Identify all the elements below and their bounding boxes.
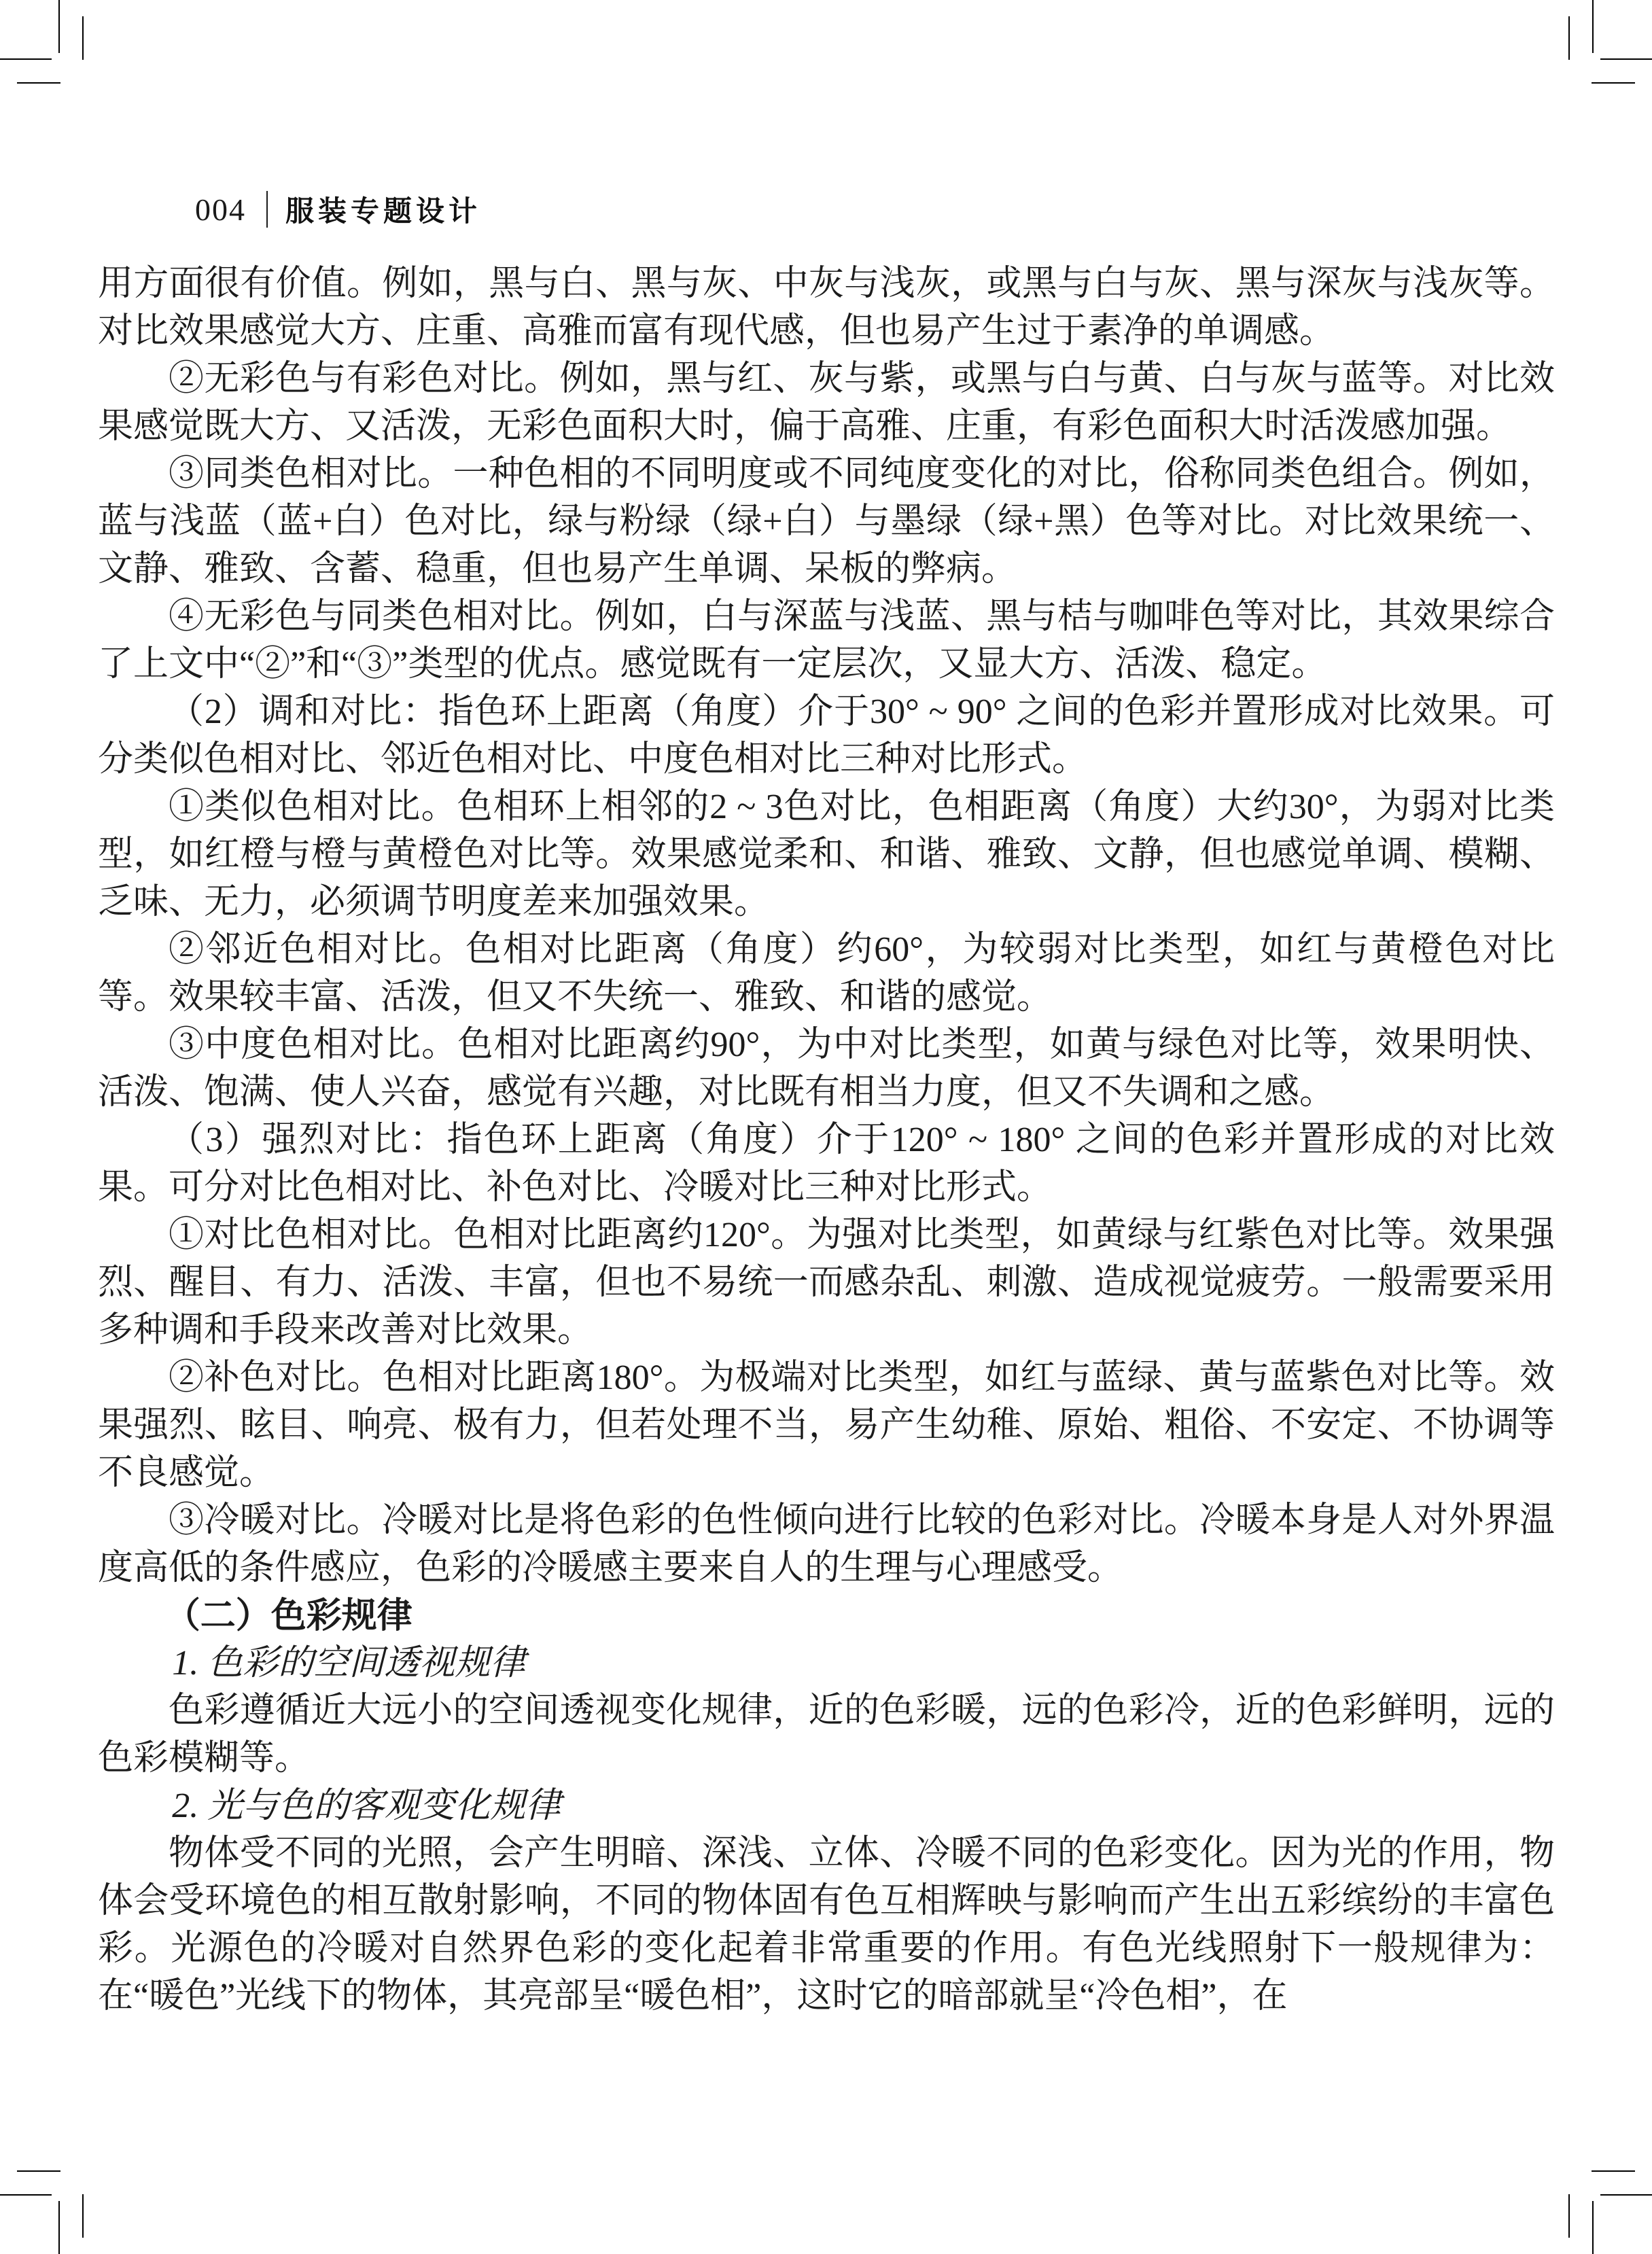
section-heading: （二）色彩规律 (164, 1596, 412, 1636)
page-number: 004 (195, 192, 246, 227)
book-title: 服装专题设计 (285, 195, 482, 227)
paragraph: ①对比色相对比。色相对比距离约120°。为强对比类型，如黄绿与红紫色对比等。效果强烈、醒目、有力、活泼、丰富，但也不易统一而感杂乱、刺激、造成视觉疲劳。一般需要采用多种调和手段来改善对比效果。 (98, 1216, 1555, 1350)
crop-mark (1592, 0, 1594, 53)
paragraph: ②无彩色与有彩色对比。例如，黑与红、灰与紫，或黑与白与黄、白与灰与蓝等。对比效果感觉既大方、又活泼，无彩色面积大时，偏于高雅、庄重，有彩色面积大时活泼感加强。 (98, 359, 1555, 446)
paragraph: ④无彩色与同类色相对比。例如，白与深蓝与浅蓝、黑与桔与咖啡色等对比，其效果综合了上文中“②”和“③”类型的优点。感觉既有一定层次，又显大方、活泼、稳定。 (98, 597, 1555, 684)
crop-mark (17, 82, 60, 84)
paragraph: （2）调和对比：指色环上距离（角度）介于30° ~ 90° 之间的色彩并置形成对比效果。可分类似色相对比、邻近色相对比、中度色相对比三种对比形式。 (98, 692, 1555, 779)
running-header (195, 189, 481, 230)
body-text (98, 260, 1555, 2020)
crop-mark (1592, 2170, 1635, 2172)
crop-mark (1592, 82, 1635, 84)
paragraph: ③中度色相对比。色相对比距离约90°，为中对比类型，如黄与绿色对比等，效果明快、活泼、饱满、使人兴奋，感觉有兴趣，对比既有相当力度，但又不失调和之感。 (98, 1025, 1555, 1112)
paragraph: ②邻近色相对比。色相对比距离（角度）约60°，为较弱对比类型，如红与黄橙色对比等。效果较丰富、活泼，但又不失统一、雅致、和谐的感觉。 (98, 930, 1555, 1017)
crop-mark (1600, 58, 1652, 60)
crop-mark (58, 0, 60, 53)
crop-mark (1600, 2194, 1652, 2196)
paragraph: 色彩遵循近大远小的空间透视变化规律，近的色彩暖，远的色彩冷，近的色彩鲜明，远的色彩模糊等。 (98, 1691, 1555, 1778)
crop-mark (58, 2201, 60, 2254)
paragraph: 物体受不同的光照，会产生明暗、深浅、立体、冷暖不同的色彩变化。因为光的作用，物体会受环境色的相互散射影响，不同的物体固有色互相辉映与影响而产生出五彩缤纷的丰富色彩。光源色的冷暖对自然界色彩的变化起着非常重要的作用。有色光线照射下一般规律为：在“暖色”光线下的物体，其亮部呈“暖色相”，这时它的暗部就呈“冷色相”，在 (98, 1834, 1555, 2015)
crop-mark (1592, 2201, 1594, 2254)
header-divider (266, 191, 268, 228)
crop-mark (17, 2170, 60, 2172)
crop-mark (1568, 16, 1570, 60)
paragraph: （3）强烈对比：指色环上距离（角度）介于120° ~ 180° 之间的色彩并置形成的对比效果。可分对比色相对比、补色对比、冷暖对比三种对比形式。 (98, 1121, 1555, 1207)
crop-mark (82, 16, 84, 60)
paragraph: ③冷暖对比。冷暖对比是将色彩的色性倾向进行比较的色彩对比。冷暖本身是人对外界温度高低的条件感应，色彩的冷暖感主要来自人的生理与心理感受。 (98, 1501, 1555, 1587)
paragraph: ②补色对比。色相对比距离180°。为极端对比类型，如红与蓝绿、黄与蓝紫色对比等。效果强烈、眩目、响亮、极有力，但若处理不当，易产生幼稚、原始、粗俗、不安定、不协调等不良感觉。 (98, 1358, 1555, 1492)
crop-mark (0, 2194, 52, 2196)
paragraph: 用方面很有价值。例如，黑与白、黑与灰、中灰与浅灰，或黑与白与灰、黑与深灰与浅灰等。对比效果感觉大方、庄重、高雅而富有现代感，但也易产生过于素净的单调感。 (98, 264, 1555, 351)
crop-mark (82, 2194, 84, 2238)
crop-mark (1568, 2194, 1570, 2238)
crop-mark (0, 58, 52, 60)
paragraph: ③同类色相对比。一种色相的不同明度或不同纯度变化的对比，俗称同类色组合。例如，蓝与浅蓝（蓝+白）色对比，绿与粉绿（绿+白）与墨绿（绿+黑）色等对比。对比效果统一、文静、雅致、含蓄、稳重，但也易产生单调、呆板的弊病。 (98, 455, 1555, 588)
section-heading: 2. 光与色的客观变化规律 (172, 1786, 561, 1825)
paragraph: ①类似色相对比。色相环上相邻的2 ~ 3色对比，色相距离（角度）大约30°，为弱对比类型，如红橙与橙与黄橙色对比等。效果感觉柔和、和谐、雅致、文静，但也感觉单调、模糊、乏味、无力，必须调节明度差来加强效果。 (98, 788, 1555, 921)
section-heading: 1. 色彩的空间透视规律 (172, 1644, 526, 1683)
